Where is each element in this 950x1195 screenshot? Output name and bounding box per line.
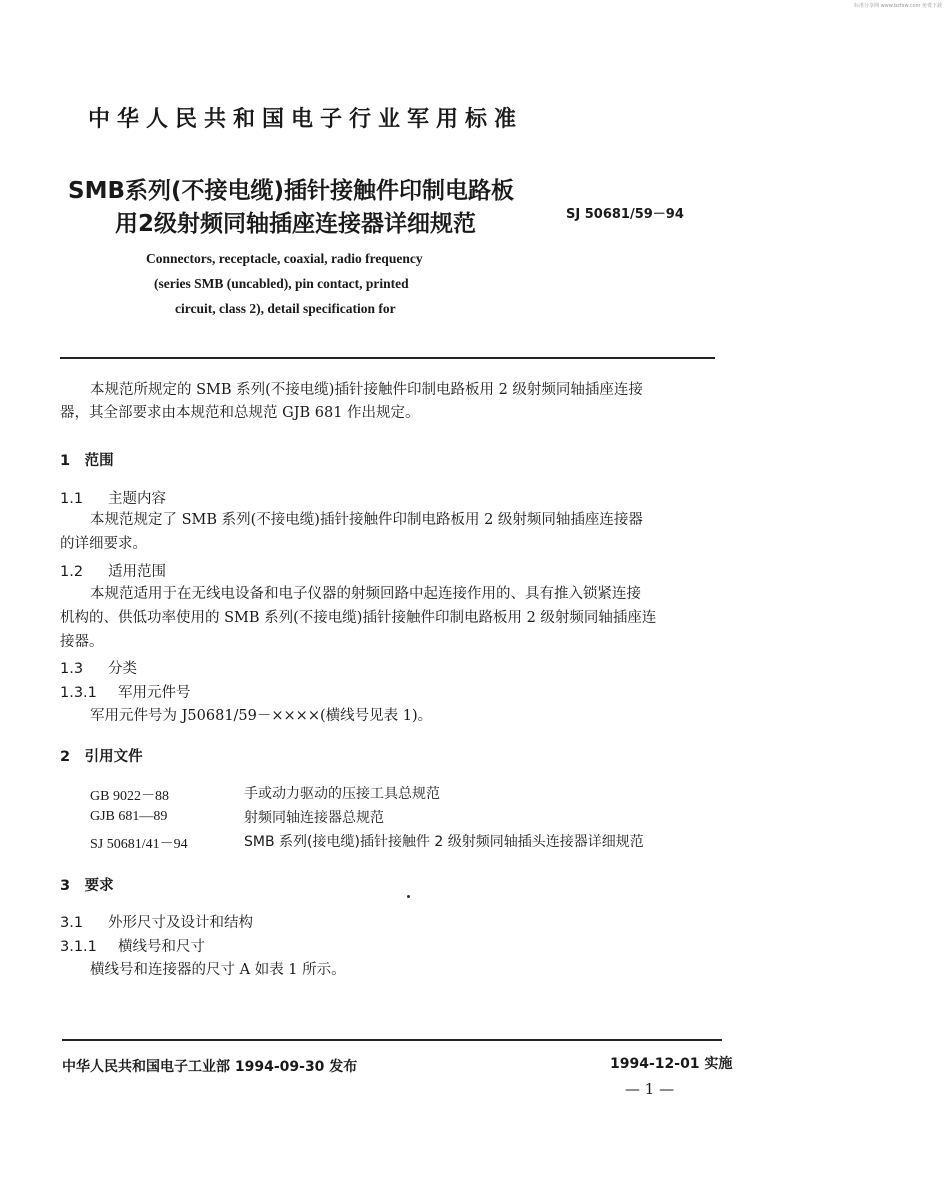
section-number: 3.1 — [60, 915, 84, 931]
section-1-1-text-line2: 的详细要求。 — [60, 536, 147, 552]
section-1-2-heading — [60, 560, 166, 581]
scan-speck — [407, 895, 410, 898]
implementation-date: 1994-12-01 实施 — [610, 1056, 733, 1072]
section-1-3-1-heading — [60, 681, 191, 702]
section-3-1-1-text: 横线号和连接器的尺寸 A 如表 1 所示。 — [90, 962, 346, 978]
reference-code: GJB 681—89 — [90, 809, 168, 824]
section-number: 1.3 — [60, 661, 84, 677]
section-number: 3.1.1 — [60, 939, 97, 955]
header-divider — [60, 357, 715, 359]
section-number: 1.1 — [60, 491, 84, 507]
intro-paragraph-line2: 器，其全部要求由本规范和总规范 GJB 681 作出规定。 — [60, 405, 420, 421]
section-number: 1.3.1 — [60, 685, 97, 701]
english-title-line3: circuit, class 2), detail specification for — [175, 301, 396, 316]
reference-title: SMB 系列(接电缆)插针接触件 2 级射频同轴插头连接器详细规范 — [244, 834, 644, 850]
corner-watermark: 标准分享网 www.bzfxw.com 免费下载 — [854, 3, 942, 9]
section-title: 分类 — [108, 661, 137, 677]
section-number: 1.2 — [60, 564, 84, 580]
intro-paragraph-line1: 本规范所规定的 SMB 系列(不接电缆)插针接触件印制电路板用 2 级射频同轴插座连接 — [90, 382, 643, 398]
issue-date: 中华人民共和国电子工业部 1994-09-30 发布 — [62, 1059, 358, 1075]
section-1-2-text-line2: 机构的、供低功率使用的 SMB 系列(不接电缆)插针接触件印制电路板用 2 级射频同轴插座连 — [60, 610, 657, 626]
section-3-heading: 3 要求 — [60, 878, 114, 894]
section-3-1-heading — [60, 911, 253, 932]
section-title: 横线号和尺寸 — [118, 939, 205, 955]
page-number: — 1 — — [625, 1080, 675, 1098]
section-title: 外形尺寸及设计和结构 — [108, 915, 253, 931]
section-1-2-text-line3: 接器。 — [60, 634, 104, 650]
reference-title: 手或动力驱动的压接工具总规范 — [244, 786, 440, 802]
section-3-1-1-heading — [60, 935, 205, 956]
section-title: 适用范围 — [108, 564, 166, 580]
section-1-3-1-text: 军用元件号为 J50681/59－××××(横线号见表 1)。 — [90, 708, 433, 724]
section-2-heading: 2 引用文件 — [60, 749, 143, 765]
reference-code: GB 9022－88 — [90, 789, 169, 804]
section-1-heading: 1 范围 — [60, 453, 114, 469]
section-1-1-text-line1: 本规范规定了 SMB 系列(不接电缆)插针接触件印制电路板用 2 级射频同轴插座连接器 — [90, 512, 643, 528]
footer-divider — [62, 1039, 722, 1041]
section-title: 主题内容 — [108, 491, 166, 507]
section-1-1-heading — [60, 487, 166, 508]
standard-category: 中华人民共和国电子行业军用标准 — [88, 107, 524, 132]
document-title-line2: 用2级射频同轴插座连接器详细规范 — [115, 211, 477, 237]
standard-code: SJ 50681/59－94 — [566, 207, 684, 222]
reference-code: SJ 50681/41－94 — [90, 837, 188, 852]
section-title: 军用元件号 — [118, 685, 191, 701]
english-title-line1: Connectors, receptacle, coaxial, radio frequency — [146, 251, 423, 266]
reference-title: 射频同轴连接器总规范 — [244, 810, 384, 826]
english-title-line2: (series SMB (uncabled), pin contact, printed — [154, 276, 409, 291]
document-title-line1: SMB系列(不接电缆)插针接触件印制电路板 — [68, 178, 515, 204]
section-1-2-text-line1: 本规范适用于在无线电设备和电子仪器的射频回路中起连接作用的、具有推入锁紧连接 — [90, 586, 641, 602]
section-1-3-heading — [60, 657, 137, 678]
